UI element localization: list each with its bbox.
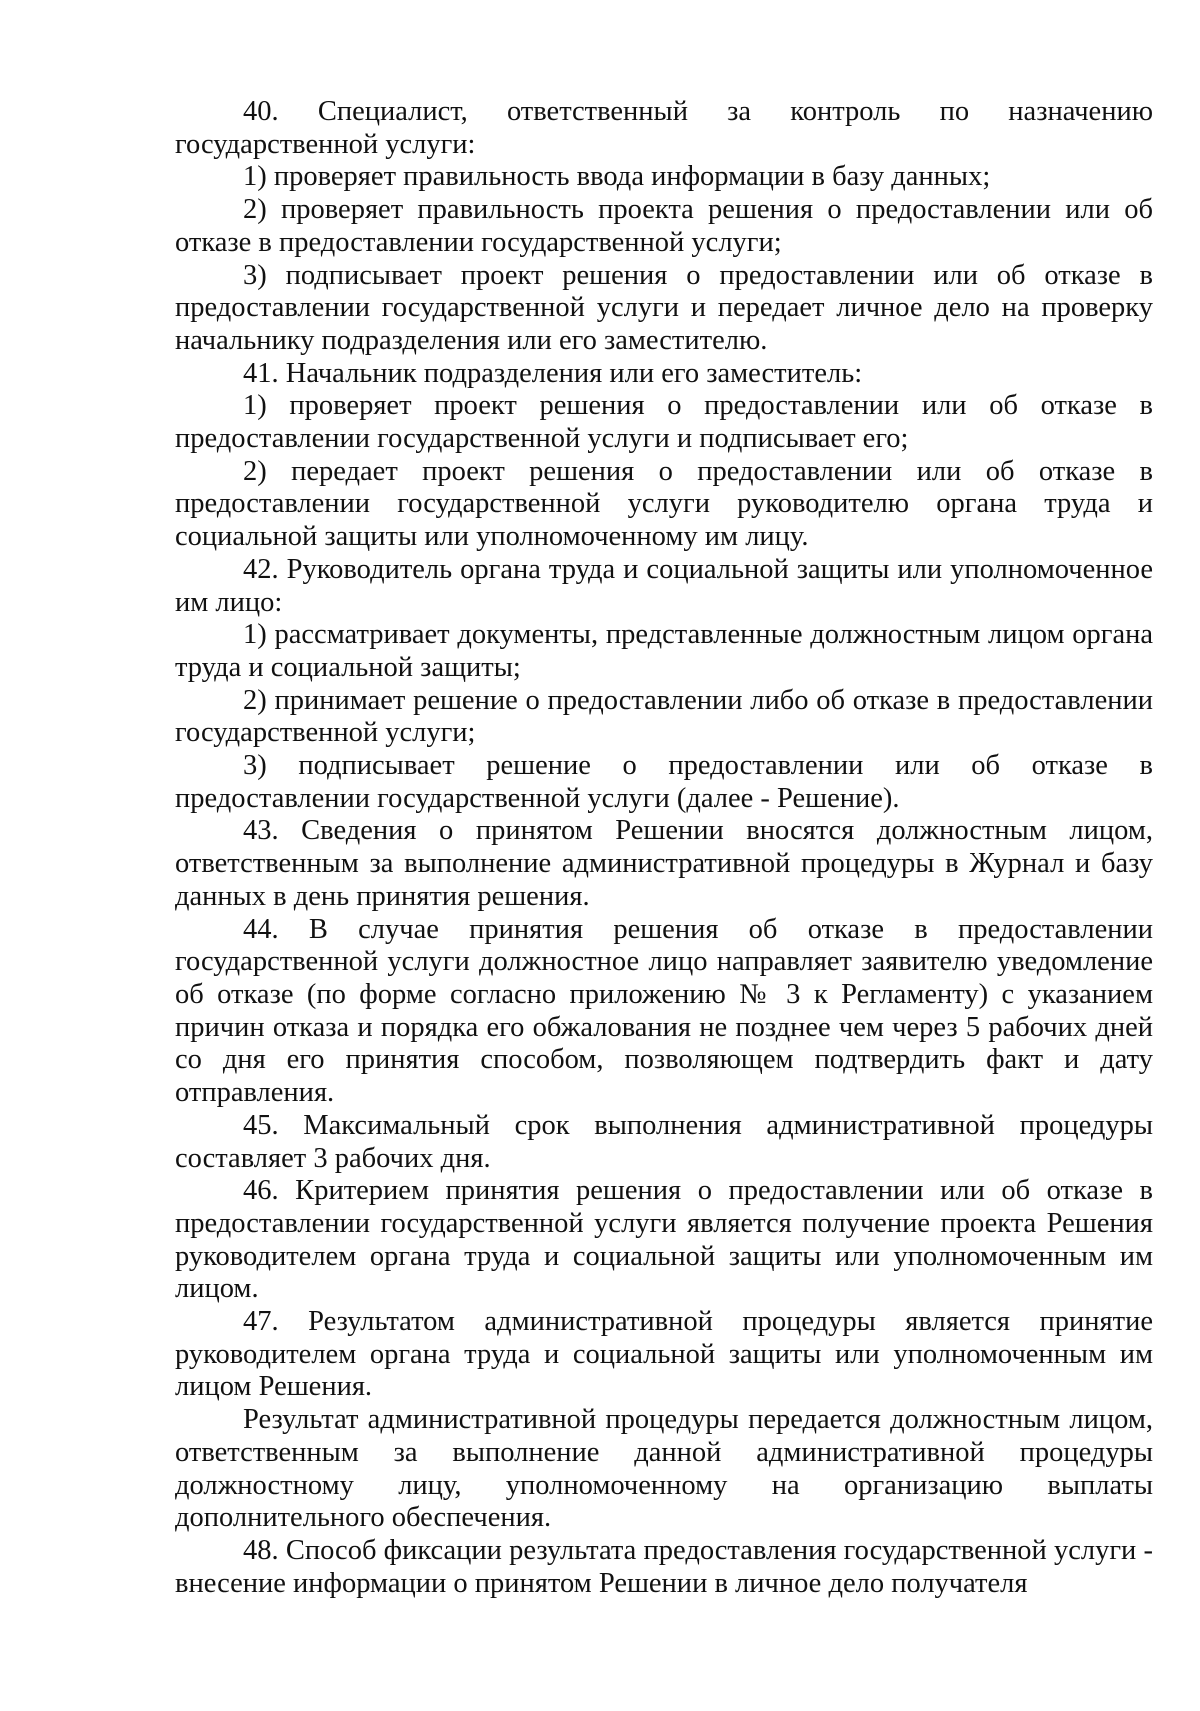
paragraph-40-item-3: 3) подписывает проект решения о предоставлении или об отказе в предоставлении государственной услуги и передает личное дело на проверку начальнику подразделения или его заместителю. <box>175 259 1153 356</box>
paragraph-40-intro: 40. Специалист, ответственный за контроль по назначению государственной услуги: <box>175 96 1153 160</box>
paragraph-46: 46. Критерием принятия решения о предоставлении или об отказе в предоставлении государственной услуги является получение проекта Решения руководителем органа труда и социальной защиты или уполномоченным им лицом. <box>175 1175 1153 1305</box>
paragraph-42-intro: 42. Руководитель органа труда и социальной защиты или уполномоченное им лицо: <box>175 553 1153 618</box>
paragraph-44: 44. В случае принятия решения об отказе в предоставлении государственной услуги должностное лицо направляет заявителю уведомление об отказе (по форме согласно приложению № 3 к Регламенту) с указанием причин отказа и порядка его обжалования не позднее чем через 5 рабочих дней со дня его принятия способом, позволяющем подтвердить факт и дату отправления. <box>175 913 1153 1109</box>
paragraph-43: 43. Сведения о принятом Решении вносятся должностным лицом, ответственным за выполнение административной процедуры в Журнал и базу данных в день принятия решения. <box>175 815 1153 912</box>
paragraph-42-item-3: 3) подписывает решение о предоставлении или об отказе в предоставлении государственной услуги (далее - Решение). <box>175 750 1153 814</box>
paragraph-40-item-2: 2) проверяет правильность проекта решения о предоставлении или об отказе в предоставлении государственной услуги; <box>175 194 1153 258</box>
paragraph-40-item-1: 1) проверяет правильность ввода информации в базу данных; <box>243 161 991 193</box>
paragraph-47-result: Результат административной процедуры передается должностным лицом, ответственным за выполнение данной административной процедуры должностному лицу, уполномоченному на организацию выплаты дополнительного обеспечения. <box>175 1404 1153 1534</box>
paragraph-41-intro: 41. Начальник подразделения или его заместитель: <box>243 357 863 389</box>
paragraph-42-item-1: 1) рассматривает документы, представленные должностным лицом органа труда и социальной защиты; <box>175 619 1153 683</box>
paragraph-48: 48. Способ фиксации результата предоставления государственной услуги - внесение информации о принятом Решении в личное дело получателя <box>175 1534 1153 1599</box>
paragraph-47: 47. Результатом административной процедуры является принятие руководителем органа труда и социальной защиты или уполномоченным им лицом Решения. <box>175 1306 1153 1403</box>
paragraph-42-item-2: 2) принимает решение о предоставлении либо об отказе в предоставлении государственной услуги; <box>175 684 1153 749</box>
paragraph-41-item-1: 1) проверяет проект решения о предоставлении или об отказе в предоставлении государственной услуги и подписывает его; <box>175 390 1153 455</box>
paragraph-41-item-2: 2) передает проект решения о предоставлении или об отказе в предоставлении государственной услуги руководителю органа труда и социальной защиты или уполномоченному им лицу. <box>175 455 1153 553</box>
paragraph-45: 45. Максимальный срок выполнения административной процедуры составляет 3 рабочих дня. <box>175 1109 1153 1174</box>
document-page <box>175 96 1153 1600</box>
